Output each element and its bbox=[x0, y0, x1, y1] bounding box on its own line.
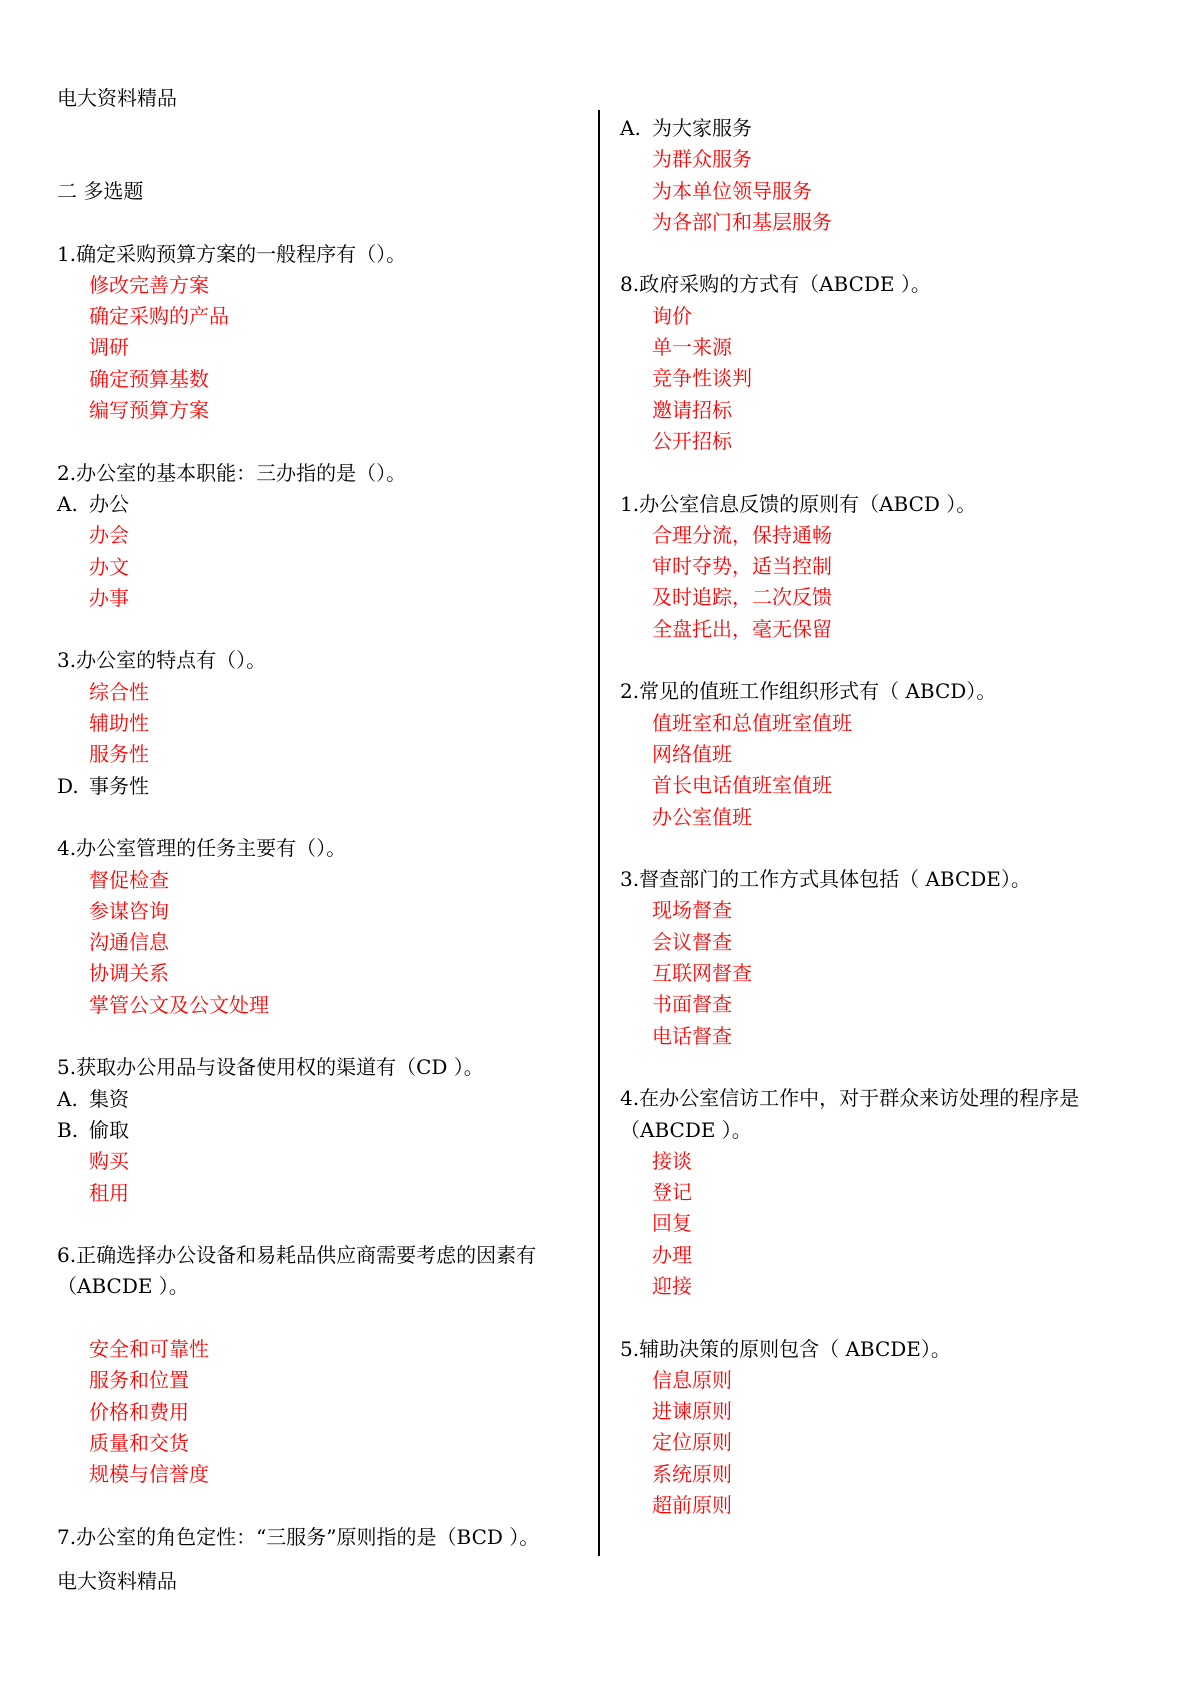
answer-option bbox=[57, 1084, 577, 1115]
question-stem: 6.正确选择办公设备和易耗品供应商需要考虑的因素有（ABCDE ）。 bbox=[57, 1243, 537, 1299]
option-letter: B. bbox=[57, 1117, 79, 1142]
option-text: 系统原则 bbox=[652, 1461, 732, 1486]
answer-option-correct bbox=[57, 958, 577, 989]
right-question-2 bbox=[620, 269, 1150, 457]
option-text: 为各部门和基层服务 bbox=[652, 209, 832, 234]
answer-option-correct bbox=[620, 1396, 1150, 1427]
option-text: 安全和可靠性 bbox=[89, 1336, 209, 1361]
page-footer: 电大资料精品 bbox=[57, 1569, 177, 1593]
option-text: 服务和位置 bbox=[89, 1368, 189, 1393]
option-text: 为群众服务 bbox=[652, 147, 752, 172]
option-text: 督促检查 bbox=[89, 867, 169, 892]
answer-option-correct bbox=[620, 1208, 1150, 1239]
answer-option-correct bbox=[620, 739, 1150, 770]
answer-option bbox=[57, 1115, 577, 1146]
option-text: 租用 bbox=[89, 1180, 129, 1205]
option-text: 综合性 bbox=[89, 679, 149, 704]
option-text: 为大家服务 bbox=[652, 116, 752, 140]
answer-option-correct bbox=[57, 990, 577, 1021]
answer-option-correct bbox=[57, 270, 577, 301]
option-text: 询价 bbox=[652, 303, 692, 328]
question-stem: 1.办公室信息反馈的原则有（ABCD ）。 bbox=[620, 491, 977, 516]
option-text: 邀请招标 bbox=[652, 397, 732, 422]
right-question-4 bbox=[620, 676, 1150, 832]
answer-option-correct bbox=[620, 395, 1150, 426]
answer-option-correct bbox=[57, 520, 577, 551]
answer-option-correct bbox=[620, 582, 1150, 613]
option-text: 沟通信息 bbox=[89, 930, 169, 955]
option-letter: D. bbox=[57, 773, 79, 798]
option-text: 书面督查 bbox=[652, 992, 732, 1017]
option-text: 接谈 bbox=[652, 1148, 692, 1173]
question-stem: 3.督查部门的工作方式具体包括（ ABCDE）。 bbox=[620, 867, 1031, 892]
left-question-1 bbox=[57, 239, 577, 427]
question-stem: 7.办公室的角色定性：“三服务”原则指的是（BCD ）。 bbox=[57, 1524, 540, 1549]
answer-option-correct bbox=[57, 1178, 577, 1209]
answer-option-correct bbox=[620, 1240, 1150, 1271]
right-question-list bbox=[620, 113, 1150, 1521]
right-question-7 bbox=[620, 1334, 1150, 1522]
answer-option-correct bbox=[620, 770, 1150, 801]
option-text: 首长电话值班室值班 bbox=[652, 773, 832, 798]
answer-option-correct bbox=[57, 552, 577, 583]
left-question-6 bbox=[57, 1240, 577, 1490]
option-text: 购买 bbox=[89, 1149, 129, 1174]
right-question-6 bbox=[620, 1083, 1150, 1302]
answer-option-correct bbox=[57, 1459, 577, 1490]
answer-option-correct bbox=[57, 927, 577, 958]
option-text: 质量和交货 bbox=[89, 1430, 189, 1455]
left-question-3 bbox=[57, 645, 577, 801]
option-text: 电话督查 bbox=[652, 1023, 732, 1048]
option-text: 确定预算基数 bbox=[89, 366, 209, 391]
option-text: 进谏原则 bbox=[652, 1399, 732, 1424]
answer-option-correct bbox=[57, 896, 577, 927]
option-text: 参谋咨询 bbox=[89, 898, 169, 923]
option-text: 修改完善方案 bbox=[89, 272, 209, 297]
option-letter: A. bbox=[57, 1086, 78, 1111]
option-text: 为本单位领导服务 bbox=[652, 178, 812, 203]
option-text: 合理分流，保持通畅 bbox=[652, 522, 832, 547]
column-divider bbox=[598, 110, 600, 1556]
question-stem: 5.获取办公用品与设备使用权的渠道有（CD ）。 bbox=[57, 1055, 484, 1080]
answer-option bbox=[57, 489, 577, 520]
option-text: 及时追踪，二次反馈 bbox=[652, 585, 832, 610]
answer-option-correct bbox=[620, 363, 1150, 394]
option-text: 单一来源 bbox=[652, 335, 732, 360]
answer-option-correct bbox=[620, 1177, 1150, 1208]
answer-option-correct bbox=[57, 677, 577, 708]
page-header: 电大资料精品 bbox=[57, 86, 177, 110]
option-text: 办公室值班 bbox=[652, 804, 752, 829]
option-text: 办理 bbox=[652, 1242, 692, 1267]
left-question-list bbox=[57, 239, 577, 1553]
option-text: 办事 bbox=[89, 585, 129, 610]
left-question-7 bbox=[57, 1522, 577, 1553]
answer-option-correct bbox=[57, 364, 577, 395]
answer-option-correct bbox=[57, 583, 577, 614]
answer-option-correct bbox=[620, 551, 1150, 582]
option-text: 确定采购的产品 bbox=[89, 304, 229, 329]
answer-option-correct bbox=[57, 332, 577, 363]
option-text: 审时夺势，适当控制 bbox=[652, 554, 832, 579]
option-text: 定位原则 bbox=[652, 1430, 732, 1455]
answer-option-correct bbox=[620, 1490, 1150, 1521]
answer-option-correct bbox=[620, 207, 1150, 238]
answer-option-correct bbox=[620, 176, 1150, 207]
answer-option bbox=[620, 113, 1150, 144]
option-text: 会议督查 bbox=[652, 929, 732, 954]
answer-option-correct bbox=[620, 1427, 1150, 1458]
option-letter: A. bbox=[620, 116, 641, 140]
answer-option-correct bbox=[620, 1146, 1150, 1177]
option-text: 互联网督查 bbox=[652, 961, 752, 986]
option-text: 迎接 bbox=[652, 1273, 692, 1298]
answer-option-correct bbox=[57, 301, 577, 332]
option-text: 现场督查 bbox=[652, 898, 732, 923]
right-question-1 bbox=[620, 113, 1150, 238]
answer-option-correct bbox=[620, 614, 1150, 645]
option-text: 办文 bbox=[89, 554, 129, 579]
answer-option-correct bbox=[57, 865, 577, 896]
question-stem: 8.政府采购的方式有（ABCDE ）。 bbox=[620, 272, 931, 297]
option-text: 规模与信誉度 bbox=[89, 1462, 209, 1487]
answer-option-correct bbox=[620, 520, 1150, 551]
answer-option-correct bbox=[57, 1334, 577, 1365]
right-question-5 bbox=[620, 864, 1150, 1052]
answer-option-correct bbox=[57, 395, 577, 426]
option-text: 网络值班 bbox=[652, 741, 732, 766]
answer-option-correct bbox=[620, 895, 1150, 926]
option-text: 协调关系 bbox=[89, 961, 169, 986]
left-question-2 bbox=[57, 458, 577, 614]
answer-option-correct bbox=[620, 301, 1150, 332]
answer-option-correct bbox=[57, 1365, 577, 1396]
answer-option-correct bbox=[620, 1021, 1150, 1052]
answer-option-correct bbox=[620, 708, 1150, 739]
option-text: 服务性 bbox=[89, 742, 149, 767]
section-title: 二 多选题 bbox=[57, 179, 144, 203]
answer-option-correct bbox=[620, 144, 1150, 175]
option-text: 公开招标 bbox=[652, 428, 732, 453]
option-text: 掌管公文及公文处理 bbox=[89, 992, 269, 1017]
option-text: 登记 bbox=[652, 1180, 692, 1205]
option-text: 集资 bbox=[89, 1086, 129, 1111]
option-text: 价格和费用 bbox=[89, 1399, 189, 1424]
answer-option-correct bbox=[620, 958, 1150, 989]
answer-option-correct bbox=[620, 927, 1150, 958]
option-text: 编写预算方案 bbox=[89, 398, 209, 423]
left-question-4 bbox=[57, 833, 577, 1021]
right-question-3 bbox=[620, 489, 1150, 645]
answer-option-correct bbox=[620, 1365, 1150, 1396]
answer-option bbox=[57, 771, 577, 802]
spacer bbox=[57, 1303, 577, 1334]
answer-option-correct bbox=[620, 802, 1150, 833]
answer-option-correct bbox=[57, 739, 577, 770]
option-text: 值班室和总值班室值班 bbox=[652, 710, 852, 735]
right-column bbox=[620, 113, 1150, 1553]
option-letter: A. bbox=[57, 491, 78, 516]
option-text: 办公 bbox=[89, 491, 129, 516]
option-text: 竞争性谈判 bbox=[652, 366, 752, 391]
answer-option-correct bbox=[57, 1397, 577, 1428]
option-text: 信息原则 bbox=[652, 1367, 732, 1392]
answer-option-correct bbox=[57, 708, 577, 739]
question-stem: 4.办公室管理的任务主要有（）。 bbox=[57, 836, 347, 861]
answer-option-correct bbox=[57, 1428, 577, 1459]
option-text: 全盘托出，毫无保留 bbox=[652, 616, 832, 641]
left-column bbox=[57, 176, 577, 1553]
answer-option-correct bbox=[620, 989, 1150, 1020]
question-stem: 1.确定采购预算方案的一般程序有（）。 bbox=[57, 241, 407, 266]
answer-option-correct bbox=[57, 1146, 577, 1177]
option-text: 偷取 bbox=[89, 1117, 129, 1142]
option-text: 超前原则 bbox=[652, 1493, 732, 1518]
left-question-5 bbox=[57, 1052, 577, 1208]
answer-option-correct bbox=[620, 332, 1150, 363]
question-stem: 3.办公室的特点有（）。 bbox=[57, 648, 267, 673]
answer-option-correct bbox=[620, 426, 1150, 457]
question-stem: 2.常见的值班工作组织形式有（ ABCD）。 bbox=[620, 679, 997, 704]
answer-option-correct bbox=[620, 1271, 1150, 1302]
question-stem: 5.辅助决策的原则包含（ ABCDE）。 bbox=[620, 1336, 951, 1361]
question-stem: 2.办公室的基本职能：三办指的是（）。 bbox=[57, 460, 407, 485]
answer-option-correct bbox=[620, 1459, 1150, 1490]
option-text: 办会 bbox=[89, 523, 129, 548]
option-text: 辅助性 bbox=[89, 711, 149, 736]
option-text: 回复 bbox=[652, 1211, 692, 1236]
option-text: 调研 bbox=[89, 335, 129, 360]
option-text: 事务性 bbox=[89, 773, 149, 798]
question-stem: 4.在办公室信访工作中，对于群众来访处理的程序是（ABCDE ）。 bbox=[620, 1086, 1080, 1142]
